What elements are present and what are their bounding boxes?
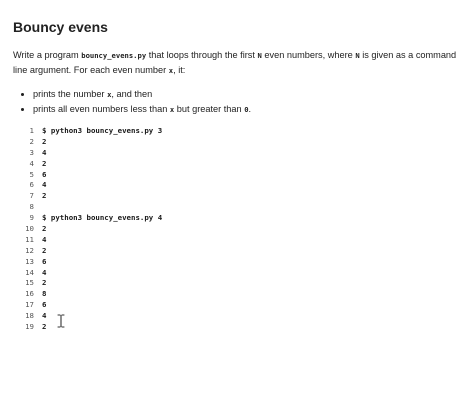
code-line: [21, 213, 162, 224]
code-line: [21, 148, 162, 159]
var-x-code: x: [168, 66, 174, 75]
line-content: 6: [42, 256, 47, 266]
code-line: [21, 126, 162, 137]
line-content: 4: [42, 311, 47, 321]
code-line: [21, 191, 162, 202]
bullet-item-2: • prints all even numbers less than x but greater than 0.: [33, 102, 462, 117]
bullet-item-1: • prints the number x, and then: [33, 87, 462, 102]
line-number: 4: [29, 158, 34, 168]
line-content: 2: [42, 245, 47, 255]
line-number: 11: [25, 234, 34, 244]
code-line: [21, 180, 162, 191]
line-number: 18: [25, 311, 34, 321]
code-line: [21, 289, 162, 300]
line-number: 17: [25, 300, 34, 310]
line-content: 2: [42, 158, 47, 168]
code-line: [21, 137, 162, 148]
line-number: 13: [25, 256, 34, 266]
line-number: 16: [25, 289, 34, 299]
intro-text-2: that loops through the first: [146, 50, 258, 60]
zero-code: 0: [244, 105, 249, 114]
line-content: 2: [42, 322, 47, 332]
line-number: 3: [29, 147, 34, 157]
code-listing: [21, 126, 162, 333]
line-number: 1: [29, 126, 34, 135]
line-number: 5: [29, 169, 34, 179]
line-content: 4: [42, 267, 47, 277]
line-content: 2: [42, 278, 47, 288]
var-x-code: x: [107, 90, 112, 99]
code-line: [21, 257, 162, 268]
line-number: 12: [25, 245, 34, 255]
code-line: [21, 322, 162, 333]
code-line: [21, 311, 162, 322]
code-line: [21, 224, 162, 235]
line-number: 8: [29, 202, 34, 212]
line-number: 9: [29, 213, 34, 223]
code-line: [21, 268, 162, 279]
text-cursor-icon: [57, 314, 65, 328]
line-number: 7: [29, 191, 34, 201]
line-number: 14: [25, 267, 34, 277]
intro-text-5: , it:: [173, 65, 186, 75]
var-n-code: N: [257, 51, 262, 60]
code-line: [21, 202, 162, 213]
line-number: 19: [25, 322, 34, 332]
page-title: Bouncy evens: [13, 19, 108, 35]
intro-paragraph: [13, 48, 462, 78]
line-content: 6: [42, 169, 47, 179]
code-line: [21, 235, 162, 246]
line-number: 15: [25, 278, 34, 288]
line-content: 4: [42, 234, 47, 244]
code-line: [21, 300, 162, 311]
var-n-code-2: N: [355, 51, 360, 60]
line-content: 8: [42, 289, 47, 299]
line-content: $ python3 bouncy_evens.py 4: [42, 213, 163, 223]
intro-text-4: is given as a command line argument. For each even number: [13, 50, 457, 75]
code-line: [21, 159, 162, 170]
intro-text-1: Write a program: [13, 50, 82, 60]
line-number: 10: [25, 224, 34, 234]
line-content: 6: [42, 300, 47, 310]
bullet-list: [13, 87, 462, 117]
intro-text-3: even numbers, where: [261, 50, 356, 60]
line-content: 4: [42, 180, 47, 190]
program-name-code: bouncy_evens.py: [81, 51, 147, 60]
code-line: [21, 278, 162, 289]
line-content: $ python3 bouncy_evens.py 3: [42, 126, 163, 135]
code-line: [21, 246, 162, 257]
line-content: 2: [42, 136, 47, 146]
var-x-code: x: [169, 105, 175, 114]
line-number: 6: [29, 180, 34, 190]
line-content: 2: [42, 191, 47, 201]
line-content: 2: [42, 224, 47, 234]
line-number: 2: [29, 136, 34, 146]
line-content: 4: [42, 147, 47, 157]
code-line: [21, 170, 162, 181]
